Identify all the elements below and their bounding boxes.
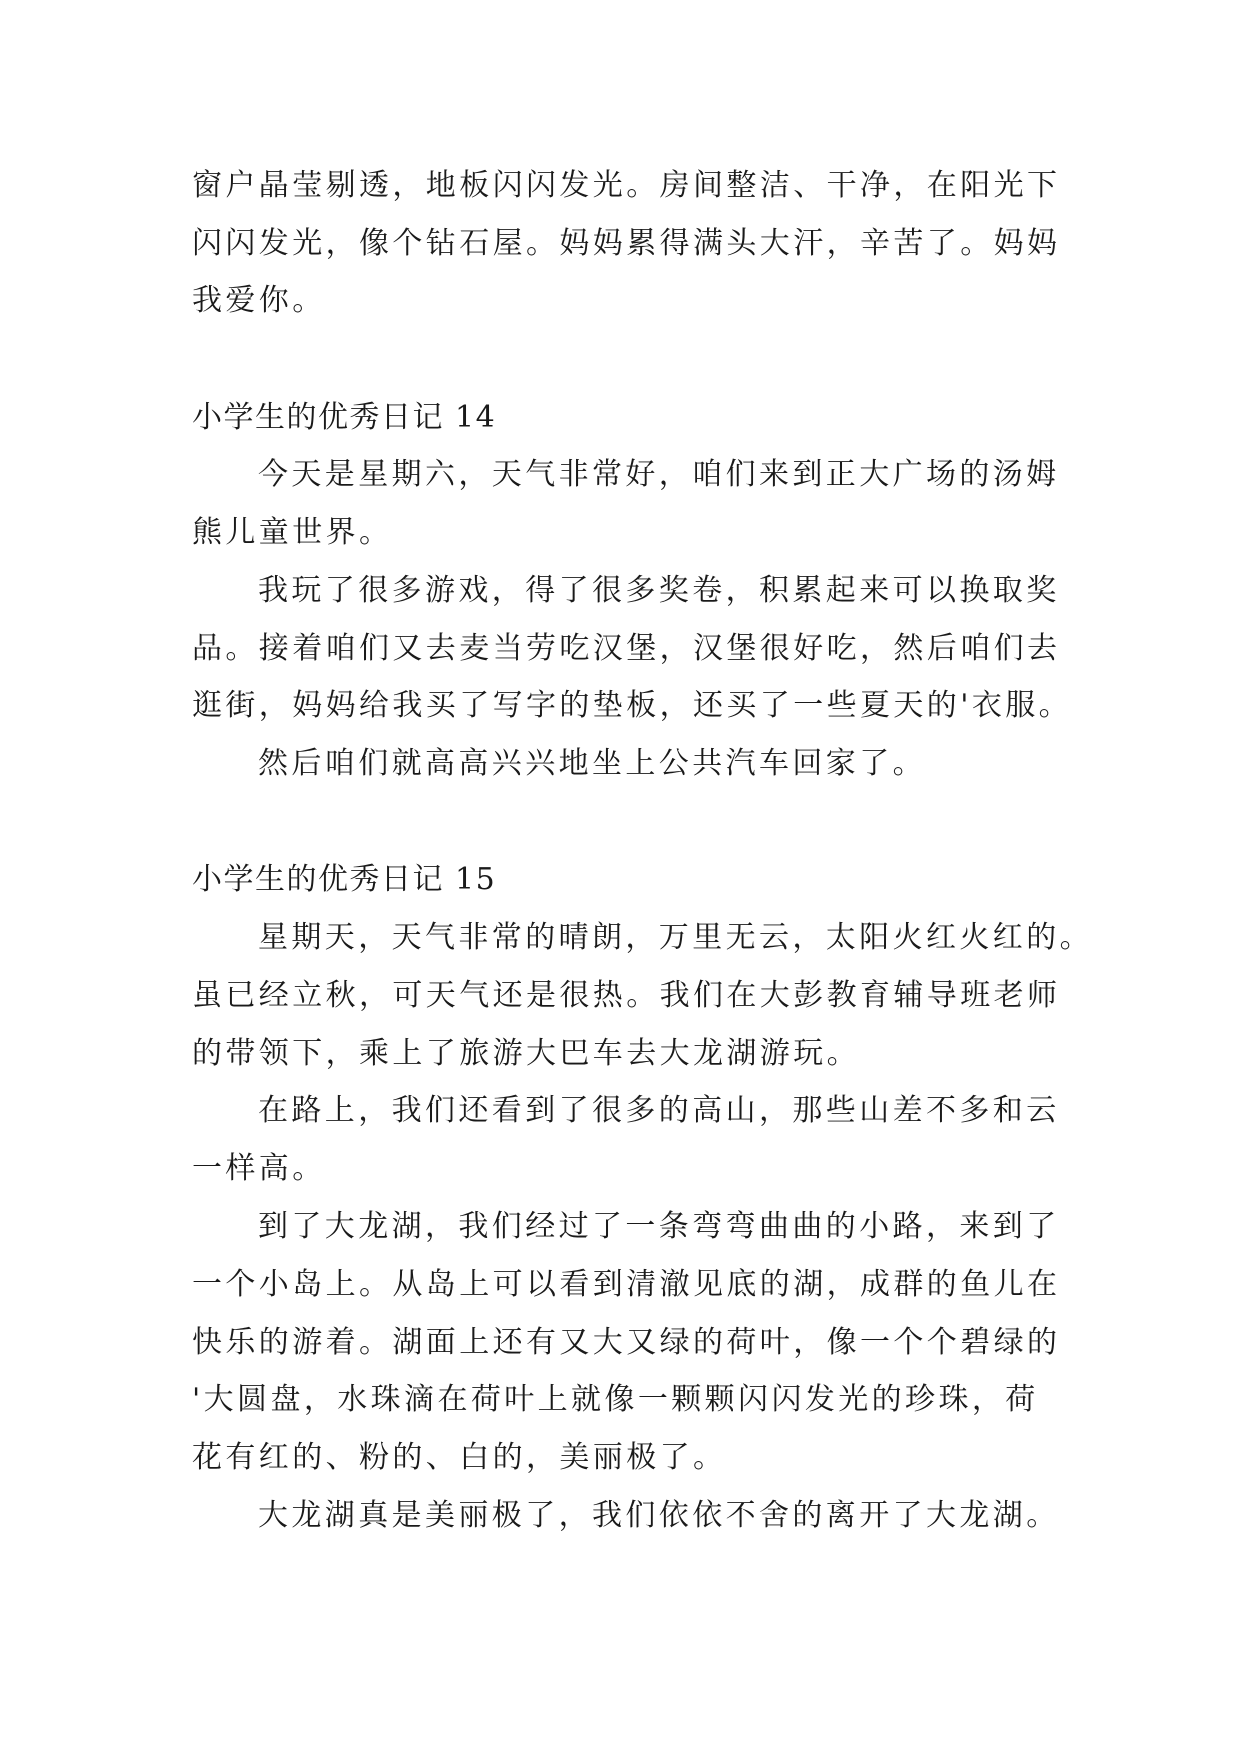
text-line: 然后咱们就高高兴兴地坐上公共汽车回家了。 xyxy=(258,746,926,781)
text-line: 逛街，妈妈给我买了写字的垫板，还买了一些夏天的'衣服。 xyxy=(192,688,1073,723)
text-line: 大龙湖真是美丽极了，我们依依不舍的离开了大龙湖。 xyxy=(258,1498,1060,1533)
text-line: 我玩了很多游戏，得了很多奖卷，积累起来可以换取奖 xyxy=(258,573,1060,608)
text-line: 虽已经立秋，可天气还是很热。我们在大彭教育辅导班老师 xyxy=(192,978,1061,1013)
section-title-15: 小学生的优秀日记 15 xyxy=(192,862,497,897)
text-line: 在路上，我们还看到了很多的高山，那些山差不多和云 xyxy=(258,1093,1060,1128)
text-line: 一样高。 xyxy=(192,1151,326,1186)
text-line: 花有红的、粉的、白的，美丽极了。 xyxy=(192,1440,727,1475)
text-line: 品。接着咱们又去麦当劳吃汉堡，汉堡很好吃，然后咱们去 xyxy=(192,631,1061,666)
text-line: 窗户晶莹剔透，地板闪闪发光。房间整洁、干净，在阳光下 xyxy=(192,168,1061,203)
text-line: 一个小岛上。从岛上可以看到清澈见底的湖，成群的鱼儿在 xyxy=(192,1267,1061,1302)
text-line: 我爱你。 xyxy=(192,283,326,318)
text-line: 闪闪发光，像个钻石屋。妈妈累得满头大汗，辛苦了。妈妈 xyxy=(192,226,1061,261)
text-line: 快乐的游着。湖面上还有又大又绿的荷叶，像一个个碧绿的 xyxy=(192,1325,1061,1360)
text-line: 今天是星期六，天气非常好，咱们来到正大广场的汤姆 xyxy=(258,457,1060,492)
section-title-14: 小学生的优秀日记 14 xyxy=(192,400,497,435)
text-line: 星期天，天气非常的晴朗，万里无云，太阳火红火红的。 xyxy=(258,920,1093,955)
text-line: 熊儿童世界。 xyxy=(192,515,393,550)
text-line: 的带领下，乘上了旅游大巴车去大龙湖游玩。 xyxy=(192,1036,860,1071)
text-line: 到了大龙湖，我们经过了一条弯弯曲曲的小路，来到了 xyxy=(258,1209,1060,1244)
text-line: '大圆盘，水珠滴在荷叶上就像一颗颗闪闪发光的珍珠，荷 xyxy=(192,1382,1039,1417)
